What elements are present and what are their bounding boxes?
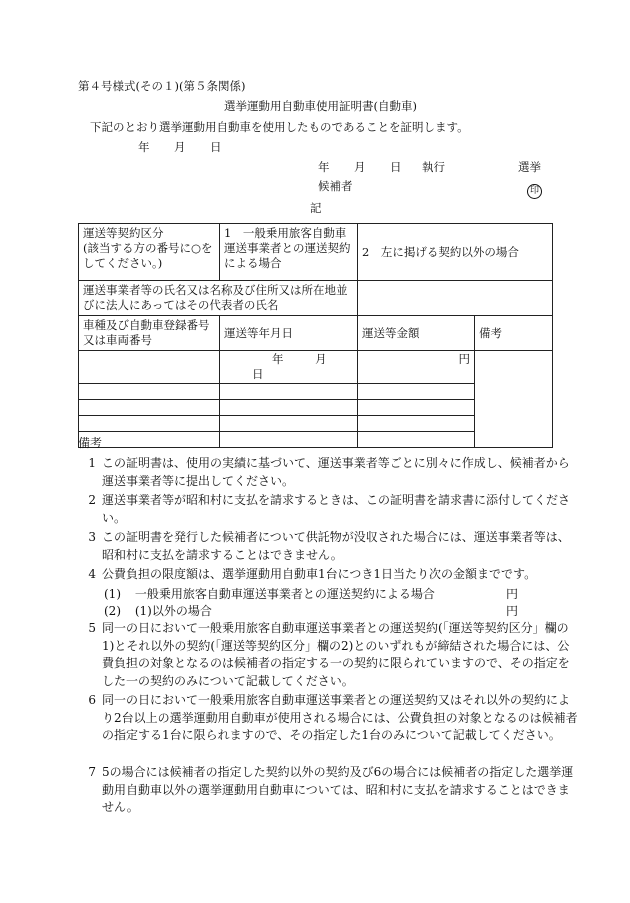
note-item-3: 3 この証明書を発行した候補者について供託物が没収された場合には、運送事業者等は、昭和村に支払を請求することはできません。 xyxy=(88,530,570,562)
election-held-label: 執行 xyxy=(422,160,445,174)
notes-title: 備考 xyxy=(78,436,103,450)
amount-cell[interactable] xyxy=(358,400,475,416)
date-cell[interactable] xyxy=(220,351,358,384)
vehicle-cell[interactable] xyxy=(79,400,220,416)
contract-type-row xyxy=(79,224,553,281)
amount-cell[interactable] xyxy=(358,416,475,432)
unit-month: 月 xyxy=(315,352,327,366)
vehicle-cell[interactable] xyxy=(79,384,220,400)
issue-year-label: 年 xyxy=(138,140,150,154)
election-label: 選挙 xyxy=(518,160,541,174)
amount-cell[interactable] xyxy=(358,351,475,384)
operator-row xyxy=(79,281,553,316)
usage-table xyxy=(78,223,553,448)
unit-year: 年 xyxy=(272,352,284,366)
note-item-7: 7 5の場合には候補者の指定した契約以外の契約及び6の場合には候補者の指定した選挙運動用自動車以外の選挙運動用自動車については、昭和村に支払を請求することはできません。 xyxy=(88,765,574,814)
note-sub-1: (1) 一般乗用旅客自動車運送事業者との運送契約による場合 xyxy=(104,587,435,601)
seal-icon: 印 xyxy=(527,184,542,199)
date-cell[interactable] xyxy=(220,432,358,448)
election-day-label: 日 xyxy=(390,160,402,174)
operator-label: 運送事業者等の氏名又は名称及び住所又は所在地並びに法人にあってはその代表者の氏名 xyxy=(79,281,358,316)
note-item-2: 2 運送事業者等が昭和村に支払を請求するときは、この証明書を請求書に添付してください。 xyxy=(88,493,571,525)
unit-yen: 円 xyxy=(458,352,470,366)
certification-statement: 下記のとおり選挙運動用自動車を使用したものであることを証明します。 xyxy=(90,120,469,134)
table-row xyxy=(79,351,553,384)
issue-month-label: 月 xyxy=(174,140,186,154)
operator-field[interactable] xyxy=(358,281,553,316)
remarks-cell[interactable] xyxy=(475,351,553,448)
document-title: 選挙運動用自動車使用証明書(自動車) xyxy=(224,99,417,113)
amount-cell[interactable] xyxy=(358,432,475,448)
vehicle-cell[interactable] xyxy=(79,351,220,384)
date-cell[interactable] xyxy=(220,400,358,416)
note-sub-2: (2) (1)以外の場合 xyxy=(104,604,212,618)
contract-option-1[interactable]: 1 一般乗用旅客自動車運送事業者との運送契約による場合 xyxy=(220,224,358,281)
note-sub-1-yen: 円 xyxy=(506,587,519,601)
election-year-label: 年 xyxy=(318,160,330,174)
election-month-label: 月 xyxy=(354,160,366,174)
vehicle-cell[interactable] xyxy=(79,416,220,432)
seal-mark xyxy=(527,178,542,199)
note-item-1: 1 この証明書は、使用の実績に基づいて、運送事業者等ごとに別々に作成し、候補者から運送事業者等に提出してください。 xyxy=(88,456,570,488)
note-item-6: 6 同一の日において一般乗用旅客自動車運送事業者との運送契約又はそれ以外の契約により2台以上の選挙運動用自動車が使用される場合には、公費負担の対象となるのは候補者の指定する1台に限られますので、その指定した1台のみについて記載してください。 xyxy=(88,693,578,742)
candidate-label: 候補者 xyxy=(318,179,353,193)
contract-type-label: 運送等契約区分 (該当する方の番号に○をしてください。) xyxy=(79,224,220,281)
column-header-row xyxy=(79,316,553,351)
ki-label: 記 xyxy=(310,201,322,215)
col-amount-header: 運送等金額 xyxy=(358,316,475,351)
issue-day-label: 日 xyxy=(210,140,222,154)
note-item-5: 5 同一の日において一般乗用旅客自動車運送事業者との運送契約(「運送等契約区分」欄の1)とそれ以外の契約(「運送等契約区分」欄の2)とのいずれもが締結された場合には、公費負担の対象となるのは候補者の指定する一の契約に限られていますので、その指定をした一の契約のみについて記載してください。 xyxy=(88,621,570,688)
date-cell[interactable] xyxy=(220,416,358,432)
col-vehicle-header: 車種及び自動車登録番号又は車両番号 xyxy=(79,316,220,351)
contract-option-2[interactable]: 2 左に掲げる契約以外の場合 xyxy=(358,224,553,281)
col-date-header: 運送等年月日 xyxy=(220,316,358,351)
unit-day: 日 xyxy=(252,367,264,381)
note-sub-2-yen: 円 xyxy=(506,604,519,618)
col-remarks-header: 備考 xyxy=(475,316,553,351)
amount-cell[interactable] xyxy=(358,384,475,400)
form-number: 第４号様式(その１)(第５条関係) xyxy=(78,79,246,93)
note-item-4: 4 公費負担の限度額は、選挙運動用自動車1台につき1日当たり次の金額までです。 xyxy=(88,567,537,581)
date-cell[interactable] xyxy=(220,384,358,400)
